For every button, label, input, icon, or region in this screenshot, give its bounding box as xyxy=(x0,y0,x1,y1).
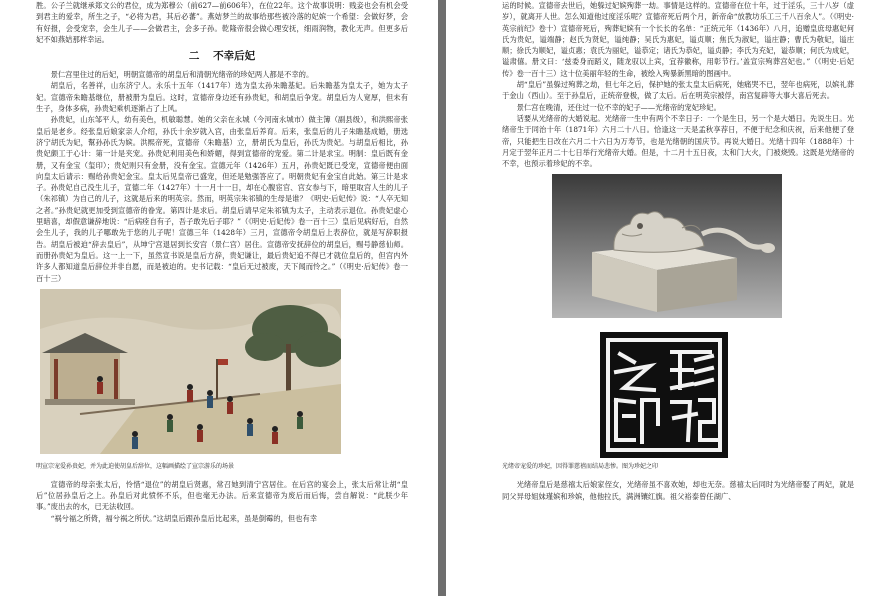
seal-text: 珍妃之印 xyxy=(662,455,666,457)
paragraph: 宣德帝的母亲张太后，怜惜“退位”的胡皇后贤惠，常召她到清宁宫居住。在后宫的宴会上，张太后常让胡“皇后”位居孙皇后之上。孙皇后对此愤怀不乐，但也毫无办法。后来宣德帝为废后而后悔，尝自解说：“此朕少年事。”废出去的水，已无法收回。 xyxy=(36,479,408,512)
paragraph: 景仁宫在晚清，还住过一位不幸的妃子——光绪帝的宠妃珍妃。 xyxy=(516,102,721,112)
paragraph: 孙贵妃，山东邹平人，幼有美色，机敏聪慧。她的父亲在永城（今河南永城市）做主簿（副县级），和洪熙帝张皇后是老乡。经张皇后娘家亲人介绍，孙氏十余岁就入宫，由张皇后养育。后来，张皇后的儿子朱瞻基成婚，册选济宁胡氏为妃，幫孙孙氏为嫔。洪熙帝死，宣德帝（朱瞻基）立，册胡氏为皇后，孙氏为贵妃。与胡皇后相比，孙贵妃颇工于心计：第一计是夹宠。孙贵妃利用美色和娇媚，得到宣德帝的宠爱。第二计是求宝。明制：皇后既有金册，又有金宝（玺印）；贵妃则只有金册，没有金宝。宣德元年（1426年）五月，孙贵妃既已受宠，宣德帝便由面向皇太后请示：赐给孙贵妃金宝。皇太后见皇帝已盛宠，但还是勉强答应了。明朝贵妃有金宝自此始。第三计是求子。孙贵妃自己没生儿子，宣德二年（1427年）十一月十一日，却在心腹宦官、宫女参与下，暗里取宫人生的儿子（朱祁镇）为自己的儿子，这就是后来的明英宗。然而，明英宗朱祁镇的生母是谁？《明史·后妃传》说：“人卒无知之者。”孙贵妃就更加受到宣德帝的眷宠。第四计是求后。胡皇后请早定朱祁镇为太子，主动表示退位。孙贵妃虚心里暗喜，却假意谦辞地说：“后病痊自有子，吾子敢先后子耶？”（《明史·后妃传》卷一百十三）皇后见病好后，自然会生儿子，我的儿子哪敢先于您的儿子呢！宣德三年（1428年）三月，宣德帝令胡皇后上表辞位，就是写辞职报告。胡皇后被迫“辞去皇后”，从坤宁宫退居到长安宫（景仁宫）居住。宣德帝安抚辞位的胡皇后，赐号静慈仙师。而册孙贵妃为皇后。这一上一下，虽然宣书说是皇后方辞，贵妃谦让，最后贵妃追不得已才就位皇后的，但宫内外许多人都知道皇后辞位并非自愿，而是被迫的。史书记载：“皇后无过被废，天下闻而怜之。”（《明史·后妃传》卷一百十三） xyxy=(36,115,408,283)
figure-caption: 明宣宗宠爱孙贵妃，并为此迫使胡皇后辞位，这幅画描绘了宣宗游乐的场景 xyxy=(36,462,235,470)
jade-seal-photo xyxy=(552,174,782,318)
section-number: 二 xyxy=(188,50,200,63)
intro-text: 胜。公子兰就继承郑文公的君位，成为郑穆公（前627—前606年），在位22年。这个故事说明：贱妾也会有机会受到君主的爱幸，所生之子，“必将为君，其后必蕃”。燕姞梦兰的故事给那些被冷落的妃嫔一个希望：会做好梦，会有好报，会受宠幸，会生儿子——会做君主，会多子孙。乾隆帝很会做心理安抚，细雨润物，教化无声。但更多后妃不如燕姞那样幸运。 xyxy=(36,1,408,44)
paragraph: 景仁宫里住过的后妃，明朝宣德帝的胡皇后和清朝光绪帝的珍妃两人都是不幸的。 xyxy=(50,70,314,80)
right-page xyxy=(446,0,888,596)
paragraph: 光绪帝皇后是慈禧太后娘家侄女，光绪帝虽不喜欢她，却也无奈。慈禧太后同时为光绪帝娶了两妃，就是同父异母姐妹瑾嫔和珍嫔，他他拉氏，满洲镶红旗。祖父裕泰曾任湖广、 xyxy=(502,480,854,501)
seal-impression-image xyxy=(600,332,728,458)
paragraph: 胡皇后，名善祥，山东济宁人。永乐十五年（1417年）选为皇太孙朱瞻基妃。后朱瞻基为皇太子，她为太子妃。宣德帝朱瞻基继位，册被册为皇后。这时，宣德帝身边还有孙贵妃，和胡皇后争宠。胡皇后为人宽厚，但未有生子，身体多病，孙贵妃乘机逐渐占了上风。 xyxy=(36,81,408,114)
figure-caption: 光绪帝宠爱的珍妃，因得罪慈禧而结局悲惨。图为珍妃之印 xyxy=(502,463,659,471)
palace-painting-image xyxy=(40,289,341,454)
left-page xyxy=(0,0,438,596)
paragraph: 胡“皇后”虽躲过殉葬之劫，但七年之后，保护她的张太皇太后病死，她痛哭不已，翌年也病死，以嫔礼葬于金山（西山）。至于孙皇后，正统帝登极，做了太后。后在明英宗被俘，南宫复辟等大事大喜后死去。 xyxy=(502,80,854,101)
right-page-column xyxy=(502,0,854,596)
section-heading xyxy=(36,49,408,63)
left-page-column xyxy=(36,0,408,596)
paragraph: 话要从光绪帝的大婚说起。光绪帝一生中有两个不幸日子：一个是生日，另一个是大婚日。先说生日。光绪帝生于同治十年（1871年）六月二十八日。恰逢这一天是孟秋享荐日，不便于纪念和庆祝，后来他便了登帝，只能把生日改在六月二十六日为万寿节，也是光绪朝的国庆节。再说大婚日。光绪十四年（1888年）十月定于翌年正月二十七日举行光绪帝大婚。但是，十二月十五日夜，太和门大火，门被烧毁。这既是光绪帝的不幸，也预示着珍妃的不幸。 xyxy=(502,113,854,169)
paragraph: “祸兮福之所倚，福兮祸之所伏。”这胡皇后跟孙皇后比起来，虽是倒霉的，但也有幸 xyxy=(50,513,318,523)
paragraph: 运的时候。宣德帝去世后，她躲过妃嫔殉葬一劫。事情是这样的。宣德帝在位十年，过于淫乐，三十八岁（虚岁），就离开人世。怎么知道他过度淫乐呢？宣德帝死后两个月，新帝命“放教坊乐工三千八百余人”。（《明史·英宗前纪》卷十）宣德帝死后，殉葬妃嫔有一个长长的名单：“正统元年（1436年）八月，追赠皇庶母惠妃何氏为贵妃，谥端静；赵氏为贤妃，谥纯静；吴氏为惠妃，谥贞顺；焦氏为淑妃，谥庄静；曹氏为敬妃，谥庄顺；徐氏为顺妃，谥贞惠；袁氏为丽妃，谥恭定；诸氏为恭妃，谥贞静；李氏为充妃，谥恭顺；何氏为成妃，谥肃僖。册文曰：‘兹委身而蹈义，随龙驭以上宾，宜荐徽称，用彰节行。’盖宣宗殉葬宫妃也。”（《明史·后妃传》卷一百十三）这十位美丽年轻的生命，被绘入殉暴新黑暗的图画中。 xyxy=(502,1,854,78)
section-title: 不幸后妃 xyxy=(213,50,256,63)
